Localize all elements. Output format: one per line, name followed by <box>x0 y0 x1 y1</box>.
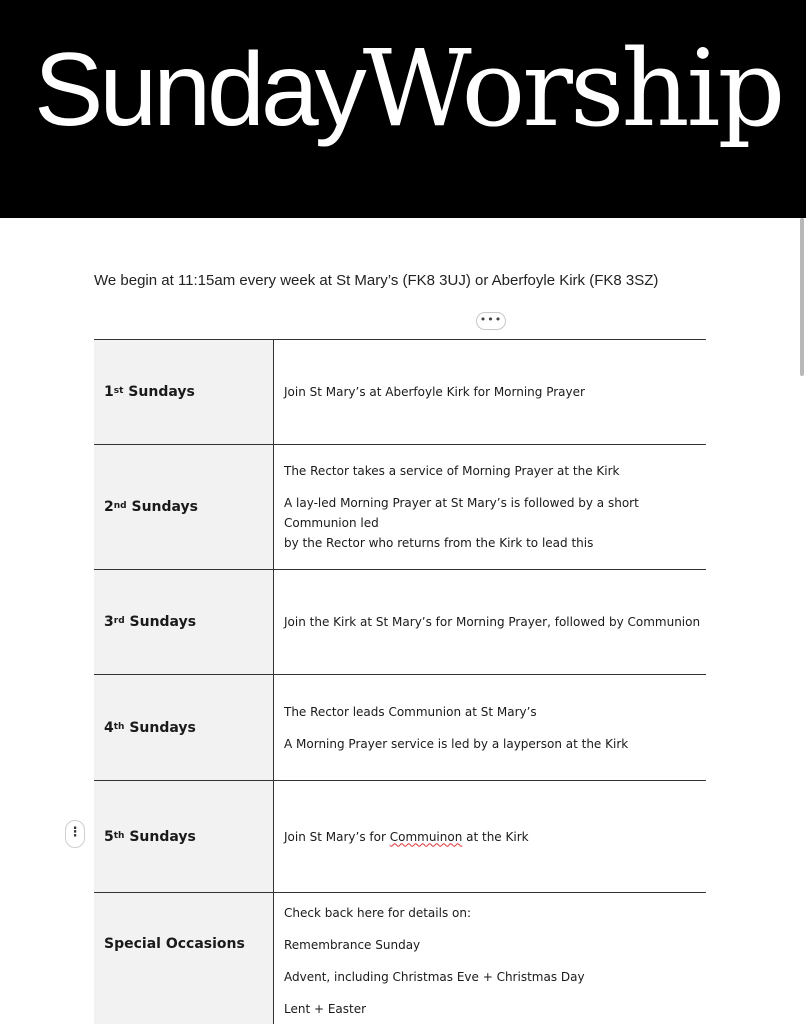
ordinal-number: 2 <box>104 499 114 515</box>
intro-text: We begin at 11:15am every week at St Mary’s (FK8 3UJ) or Aberfoyle Kirk (FK8 3SZ) <box>94 272 659 289</box>
row-label-text: Sundays <box>129 828 196 845</box>
row-content <box>274 570 706 674</box>
title-sunday: Sunday <box>34 32 363 148</box>
row-text: Advent, including Christmas Eve + Christmas Day <box>284 970 585 984</box>
row-text: The Rector leads Communion at St Mary’s <box>284 704 537 719</box>
ordinal-suffix: nd <box>113 501 127 511</box>
row-content <box>274 781 706 892</box>
ordinal-number: 1 <box>104 384 114 400</box>
header-banner <box>0 0 806 218</box>
table-row <box>94 340 706 445</box>
row-text-line: A lay-led Morning Prayer at St Mary’s is followed by a short Communion led <box>284 496 639 530</box>
row-content <box>274 675 706 780</box>
row-label <box>94 675 274 780</box>
row-label <box>94 570 274 674</box>
ordinal-number: 3 <box>104 614 114 630</box>
table-row <box>94 445 706 570</box>
ordinal-suffix: th <box>113 721 125 732</box>
row-text: Lent + Easter <box>284 1002 367 1016</box>
table-row <box>94 570 706 675</box>
misspelled-word[interactable]: Commuinon <box>389 829 463 844</box>
page-title <box>34 27 783 150</box>
ordinal-number: 5 <box>104 828 114 845</box>
row-text-part: at the Kirk <box>462 829 529 844</box>
table-row <box>94 675 706 781</box>
ordinal-suffix: th <box>113 830 125 841</box>
row-text: The Rector takes a service of Morning Prayer at the Kirk <box>284 464 620 478</box>
table-row <box>94 893 706 1024</box>
scrollbar[interactable] <box>798 218 806 1024</box>
scrollbar-thumb[interactable] <box>800 218 804 376</box>
title-worship: Worship <box>362 27 783 150</box>
row-label-text: Sundays <box>128 384 195 400</box>
row-content <box>274 445 706 569</box>
row-text: Check back here for details on: <box>284 906 472 920</box>
service-schedule-table <box>94 339 706 1024</box>
row-text <box>284 493 706 553</box>
row-content <box>274 340 706 444</box>
row-label <box>94 445 274 569</box>
table-row <box>94 781 706 893</box>
ordinal-suffix: rd <box>113 616 125 626</box>
row-label <box>94 893 274 1024</box>
row-text: Join St Mary’s at Aberfoyle Kirk for Morning Prayer <box>284 385 585 399</box>
row-text <box>284 827 706 847</box>
row-label-text: Sundays <box>129 614 197 630</box>
ordinal-number: 4 <box>104 719 114 736</box>
block-options-handle[interactable]: ⋮ <box>65 820 85 848</box>
row-label-text: Sundays <box>131 499 198 515</box>
row-label <box>94 340 274 444</box>
row-text-line: by the Rector who returns from the Kirk to lead this <box>284 536 594 550</box>
row-content <box>274 893 706 1019</box>
row-text: Join the Kirk at St Mary’s for Morning Prayer, followed by Communion <box>284 615 701 629</box>
row-label-text: Special Occasions <box>104 936 245 952</box>
more-options-button[interactable]: ••• <box>476 312 506 330</box>
row-label <box>94 781 274 892</box>
ordinal-suffix: st <box>113 386 124 396</box>
row-text: A Morning Prayer service is led by a layperson at the Kirk <box>284 736 629 751</box>
row-text-part: Join St Mary’s for <box>284 829 390 844</box>
row-text: Remembrance Sunday <box>284 938 421 952</box>
row-label-text: Sundays <box>129 719 196 736</box>
